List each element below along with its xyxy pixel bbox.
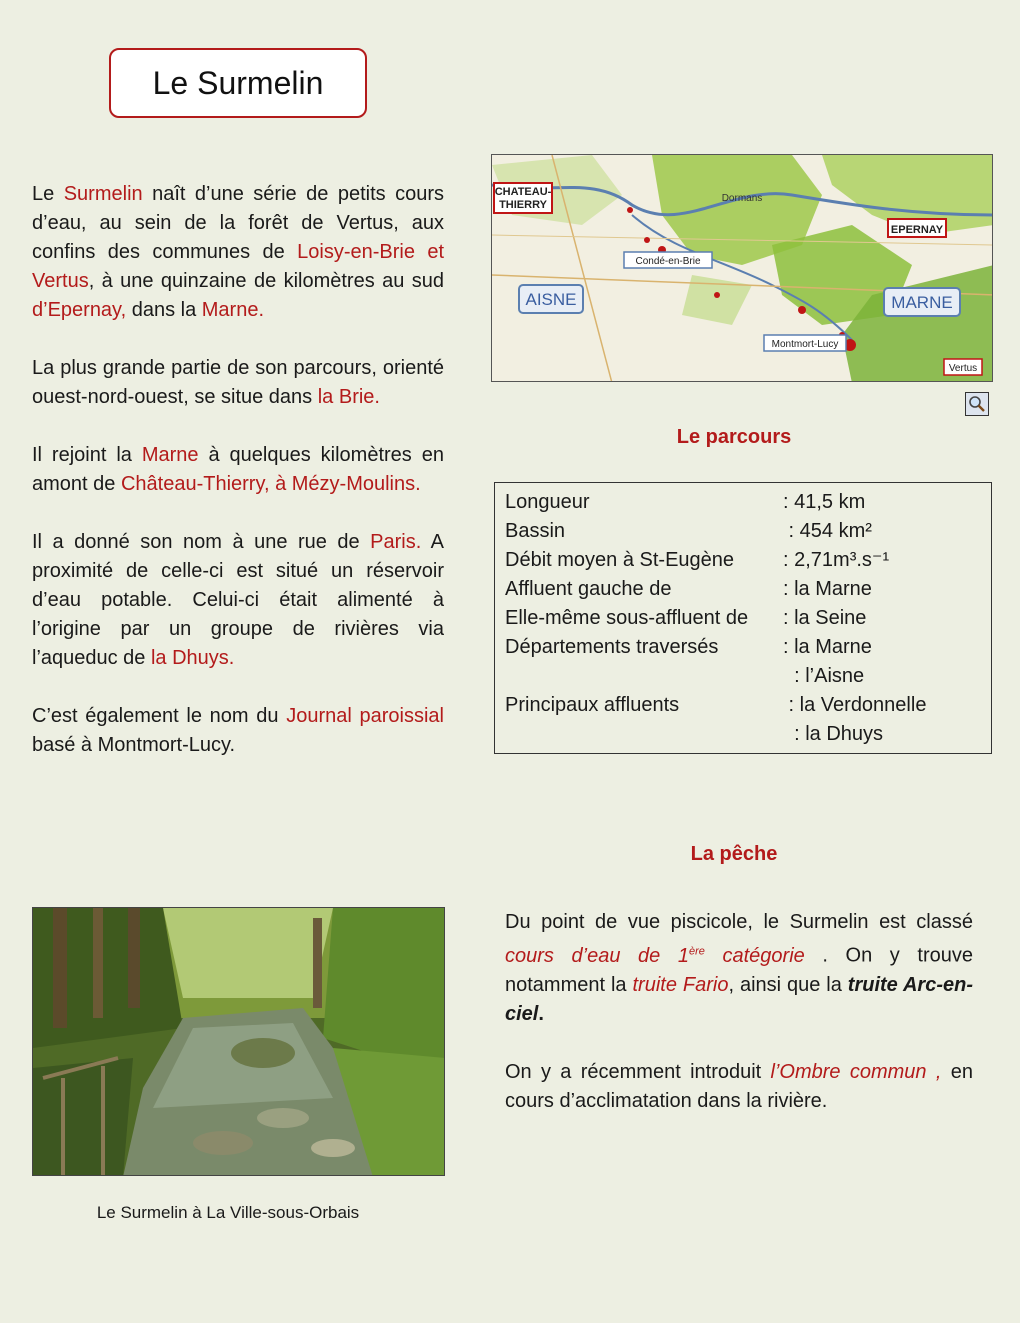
info-value: : la Marne — [783, 578, 872, 600]
river-photo-drawing — [33, 908, 445, 1176]
svg-text:Dormans: Dormans — [721, 193, 763, 204]
intro-text — [32, 180, 444, 789]
intro-paragraph-paris: Il a donné son nom à une rue de Paris. A proximité de celle-ci est situé un réservoir d’eau potable. Celui-ci était alimenté à l’origine par un groupe de rivières via l’aqueduc de la Dhuys. — [32, 531, 444, 669]
route-map[interactable] — [491, 154, 993, 382]
info-value: : la Dhuys — [783, 723, 884, 745]
info-label — [505, 720, 783, 749]
info-value: : 41,5 km — [783, 491, 866, 513]
svg-text:EPERNAY: EPERNAY — [890, 224, 944, 236]
info-label: Principaux affluents — [505, 694, 680, 716]
info-value: : l’Aisne — [783, 665, 865, 687]
link-marne-river[interactable]: Marne — [141, 444, 199, 466]
peche-heading: La pêche — [690, 843, 778, 865]
peche-paragraph-ombre: On y a récemment introduit l’Ombre commun , en cours d’acclimatation dans la rivière. — [505, 1060, 973, 1112]
info-row — [505, 517, 981, 546]
link-journal[interactable]: Journal paroissial — [286, 705, 445, 727]
info-row — [505, 546, 981, 575]
svg-text:MARNE: MARNE — [891, 293, 953, 312]
info-row — [505, 604, 981, 633]
river-photo — [32, 907, 445, 1176]
info-row — [505, 633, 981, 662]
peche-text — [505, 908, 973, 1145]
info-label: Bassin — [505, 520, 566, 542]
truite-arc-en-ciel: truite Arc-en-ciel — [505, 973, 973, 1025]
info-value: : la Verdonnelle — [783, 694, 927, 716]
link-dhuys[interactable]: la Dhuys. — [150, 647, 235, 669]
link-brie[interactable]: la Brie. — [317, 386, 380, 408]
info-value: : 2,71m³.s⁻¹ — [783, 549, 890, 571]
info-row — [505, 720, 981, 749]
zoom-button[interactable] — [965, 392, 989, 416]
link-epernay[interactable]: d’Epernay, — [32, 299, 127, 321]
intro-paragraph-journal: C’est également le nom du Journal paroissial basé à Montmort-Lucy. — [32, 705, 445, 756]
info-label: Affluent gauche de — [505, 578, 672, 600]
info-value: : 454 km² — [783, 520, 872, 542]
parcours-heading: Le parcours — [676, 426, 792, 448]
intro-paragraph-course: La plus grande partie de son parcours, orienté ouest-nord-ouest, se situe dans la Brie. — [32, 357, 444, 408]
link-marne[interactable]: Marne. — [201, 299, 264, 321]
link-surmelin[interactable]: Surmelin — [63, 183, 143, 205]
route-map-drawing — [492, 155, 993, 382]
info-label: Elle-même sous-affluent de — [505, 607, 749, 629]
info-label — [505, 662, 783, 691]
svg-text:Vertus: Vertus — [948, 363, 978, 374]
link-chateau-thierry[interactable]: Château-Thierry, à Mézy-Moulins. — [120, 473, 421, 495]
info-row — [505, 488, 981, 517]
info-label: Longueur — [505, 491, 590, 513]
info-label: Débit moyen à St-Eugène — [505, 549, 735, 571]
svg-text:THIERRY: THIERRY — [499, 199, 547, 211]
svg-text:CHATEAU-: CHATEAU- — [494, 186, 552, 198]
info-row — [505, 691, 981, 720]
info-table — [494, 482, 992, 754]
intro-paragraph-origin: Le Surmelin naît d’une série de petits cours d’eau, au sein de la forêt de Vertus, aux confins des communes de Loisy-en-Brie et Vertus, à une quinzaine de kilomètres au sud d’Epernay, dans la Marne. — [32, 183, 445, 321]
svg-text:AISNE: AISNE — [525, 290, 577, 309]
info-label: Départements traversés — [505, 636, 719, 658]
svg-text:Montmort-Lucy: Montmort-Lucy — [771, 339, 839, 350]
page-title: Le Surmelin — [109, 48, 367, 118]
info-value: : la Seine — [783, 607, 867, 629]
link-loisy-vertus[interactable]: Loisy-en-Brie et Vertus — [32, 241, 445, 292]
link-ombre-commun[interactable]: l’Ombre commun , — [770, 1060, 942, 1083]
link-paris[interactable]: Paris. — [370, 531, 422, 553]
info-row — [505, 575, 981, 604]
info-value: : la Marne — [783, 636, 872, 658]
photo-caption: Le Surmelin à La Ville-sous-Orbais — [96, 1203, 360, 1222]
link-categorie[interactable]: cours d’eau de 1ère catégorie — [505, 944, 805, 967]
info-row — [505, 662, 981, 691]
link-truite-fario[interactable]: truite Fario — [632, 973, 729, 996]
intro-paragraph-confluence: Il rejoint la Marne à quelques kilomètres en amont de Château-Thierry, à Mézy-Moulins. — [32, 444, 444, 495]
magnifier-icon — [968, 395, 986, 413]
svg-text:Condé-en-Brie: Condé-en-Brie — [635, 256, 701, 267]
peche-paragraph-classification: Du point de vue piscicole, le Surmelin est classé cours d’eau de 1ère catégorie . On y trouve notamment la truite Fario, ainsi que la truite Arc-en-ciel. — [505, 911, 973, 1025]
